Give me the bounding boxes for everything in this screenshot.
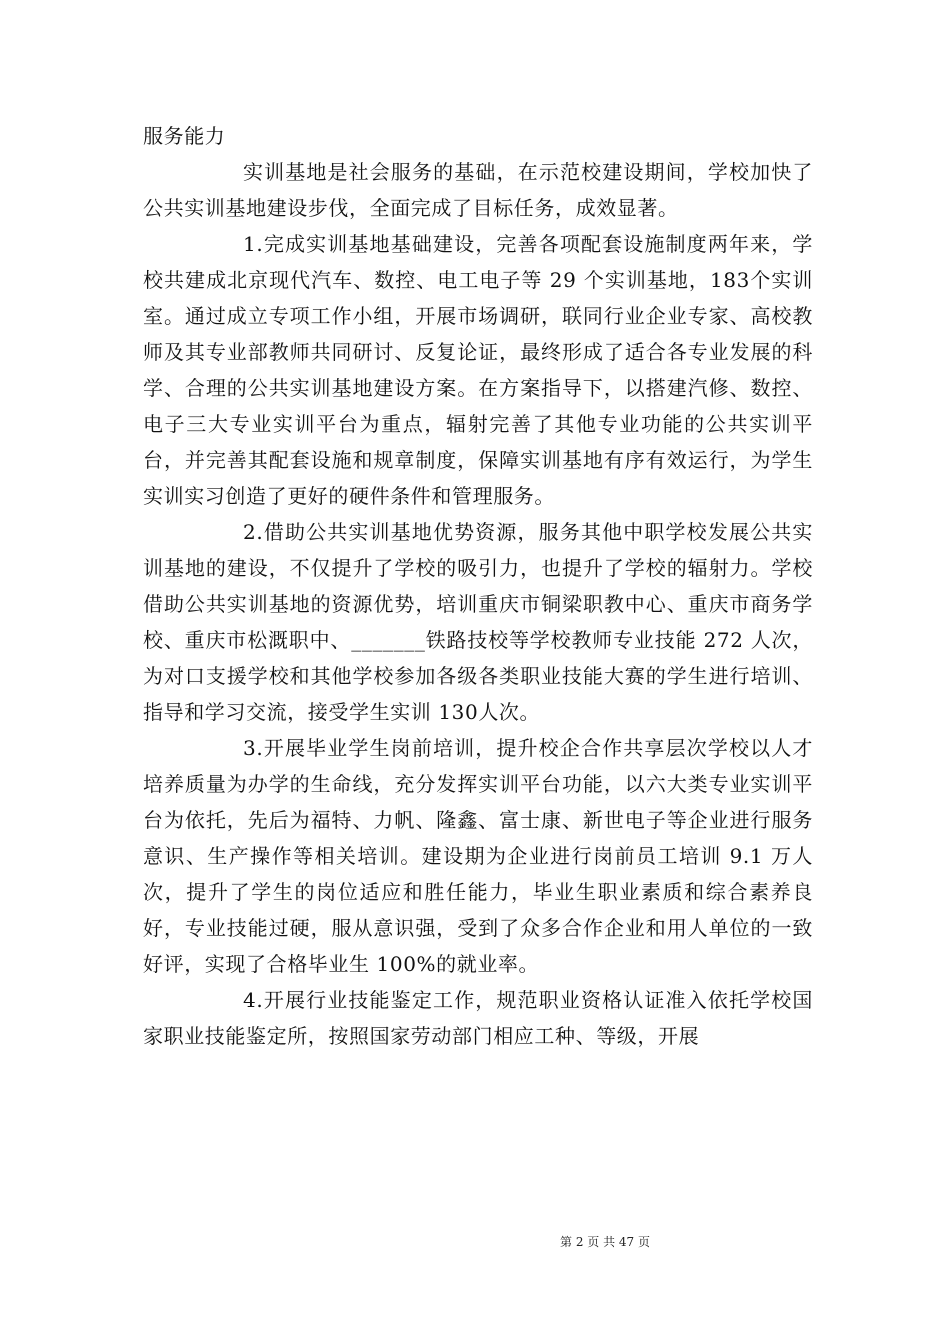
paragraph-item-3: 3.开展毕业学生岗前培训，提升校企合作共享层次学校以人才培养质量为办学的生命线，充分发挥实训平台功能，以六大类专业实训平台为依托，先后为福特、力帆、隆鑫、富士康、新世电子等企业进行服务意识、生产操作等相关培训。建设期为企业进行岗前员工培训 9.1 万人次，提升了学生的岗位适应和胜任能力，毕业生职业素质和综合素养良好，专业技能过硬，服从意识强，受到了众多合作企业和用人单位的一致好评，实现了合格毕业生 100%的就业率。 [143,736,813,976]
paragraph-item-2: 2.借助公共实训基地优势资源，服务其他中职学校发展公共实训基地的建设，不仅提升了学校的吸引力，也提升了学校的辐射力。学校借助公共实训基地的资源优势，培训重庆市铜梁职教中心、重庆市商务学校、重庆市松溉职中、_______铁路技校等学校教师专业技能 272 人次，为对口支援学校和其他学校参加各级各类职业技能大赛的学生进行培训、指导和学习交流，接受学生实训 130人次。 [143,520,813,724]
paragraph-item-1: 1.完成实训基地基础建设，完善各项配套设施制度两年来，学校共建成北京现代汽车、数控、电工电子等 29 个实训基地，183个实训室。通过成立专项工作小组，开展市场调研，联同行业企业专家、高校教师及其专业部教师共同研讨、反复论证，最终形成了适合各专业发展的科学、合理的公共实训基地建设方案。在方案指导下，以搭建汽修、数控、电子三大专业实训平台为重点，辐射完善了其他专业功能的公共实训平台，并完善其配套设施和规章制度，保障实训基地有序有效运行，为学生实训实习创造了更好的硬件条件和管理服务。 [143,232,813,508]
paragraph-item-4: 4.开展行业技能鉴定工作，规范职业资格认证准入依托学校国家职业技能鉴定所，按照国家劳动部门相应工种、等级，开展 [143,988,813,1048]
document-body [143,118,813,1054]
paragraph-intro: 实训基地是社会服务的基础，在示范校建设期间，学校加快了公共实训基地建设步伐，全面完成了目标任务，成效显著。 [143,160,813,220]
section-heading-tail: 服务能力 [143,124,226,148]
page-number-footer: 第 2 页 共 47 页 [560,1235,650,1249]
